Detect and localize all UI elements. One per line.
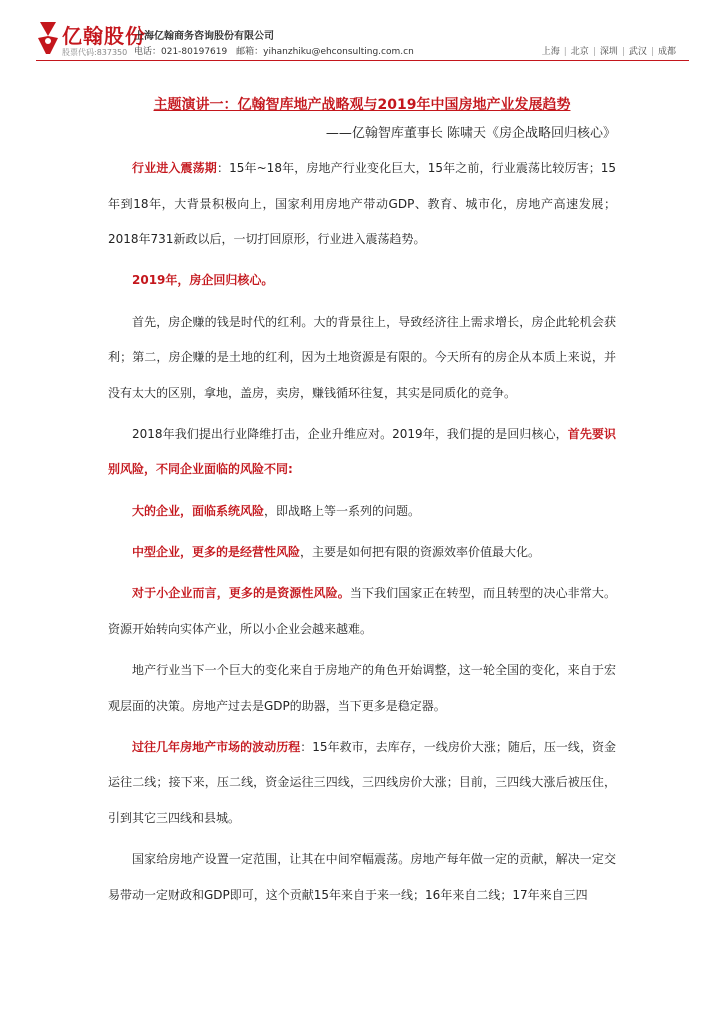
logo-mark-icon <box>36 20 60 56</box>
highlight-text: 对于小企业而言，更多的是资源性风险。 <box>132 586 350 601</box>
paragraph-text: 首先，房企赚的钱是时代的红利。大的背景往上，导致经济往上需求增长，房企此轮机会获利；第二，房企赚的是土地的红利，因为土地资源是有限的。今天所有的房企从本质上来说，并没有太大的区别，拿地，盖房，卖房，赚钱循环往复，其实是同质化的竞争。 <box>108 314 616 400</box>
paragraph-text: 当下我们国家正在转型，而且转型的决心非常大。资源开始转向实体产业，所以小企业会越来越难。 <box>108 586 616 636</box>
paragraph-text: ，即战略上等一系列的问题。 <box>264 503 421 518</box>
highlight-text: 2019年，房企回归核心。 <box>132 273 274 288</box>
article-title: 主题演讲一：亿翰智库地产战略观与2019年中国房地产业发展趋势 <box>153 97 571 113</box>
phone-number: 电话：021-80197619 <box>134 47 228 57</box>
highlight-text: 大的企业，面临系统风险 <box>132 503 265 518</box>
city-list <box>542 44 676 57</box>
paragraph-text: ，主要是如何把有限的资源效率价值最大化。 <box>300 545 541 560</box>
highlight-text: 中型企业，更多的是经营性风险 <box>132 545 301 560</box>
separator: | <box>621 47 625 57</box>
separator: | <box>592 47 596 57</box>
company-logo <box>36 20 146 60</box>
city-chengdu: 成都 <box>657 47 676 57</box>
paragraph-2018-strategy <box>108 417 616 488</box>
highlight-text: 行业进入震荡期 <box>132 161 217 176</box>
paragraph-text: 2018年我们提出行业降维打击，企业升维应对。2019年，我们提的是回归核心， <box>132 426 568 441</box>
logo-text: 亿翰股份 <box>62 24 146 48</box>
email-address: 邮箱：yihanzhiku@ehconsulting.com.cn <box>236 47 414 57</box>
city-shenzhen: 深圳 <box>599 47 618 57</box>
separator: | <box>563 47 567 57</box>
city-beijing: 北京 <box>570 47 589 57</box>
paragraph-role-change <box>108 653 616 724</box>
company-name: 上海亿翰商务咨询股份有限公司 <box>134 31 274 42</box>
paragraph-medium-enterprise <box>108 535 616 570</box>
paragraph-small-enterprise <box>108 576 616 647</box>
paragraph-text: ：15年救市，去库存，一线房价大涨；随后，压一线，资金运往二线；接下来，压二线，资金运往三四线，三四线房价大涨；目前，三四线大涨后被压住，引到其它三四线和县城。 <box>108 740 616 825</box>
paragraph-large-enterprise <box>108 494 616 529</box>
paragraph-text: 地产行业当下一个巨大的变化来自于房地产的角色开始调整，这一轮全国的变化，来自于宏观层面的决策。房地产过去是GDP的助器，当下更多是稳定器。 <box>108 663 616 713</box>
separator: | <box>650 47 654 57</box>
paragraph-text: ：15年~18年，房地产行业变化巨大，15年之前，行业震荡比较厉害；15年到18年，大背景积极向上，国家利用房地产带动GDP、教育、城市化，房地产高速发展；2018年731新政以后，一切打回原形，行业进入震荡趋势。 <box>108 161 616 246</box>
city-shanghai: 上海 <box>541 47 560 57</box>
page-header <box>0 0 724 66</box>
city-wuhan: 武汉 <box>628 47 647 57</box>
highlight-text: 首先要识别风险，不同企业面临的风险不同: <box>108 426 616 477</box>
article-body <box>108 94 616 919</box>
article-byline: ——亿翰智库董事长 陈啸天《房企战略回归核心》 <box>325 126 616 142</box>
paragraph-policy-range <box>108 842 616 913</box>
stock-code: 股票代码:837350 <box>62 48 128 57</box>
paragraph-return-to-core <box>108 263 616 298</box>
paragraph-market-history <box>108 730 616 836</box>
contact-info <box>134 44 420 57</box>
paragraph-industry-volatility <box>108 151 616 257</box>
header-divider <box>36 60 689 61</box>
paragraph-text: 国家给房地产设置一定范围，让其在中间窄幅震荡。房地产每年做一定的贡献，解决一定交易带动一定财政和GDP即可，这个贡献15年来自于来一线；16年来自二线；17年来自三四 <box>108 852 616 902</box>
highlight-text: 过往几年房地产市场的波动历程 <box>132 740 301 755</box>
paragraph-dividends <box>108 305 616 411</box>
